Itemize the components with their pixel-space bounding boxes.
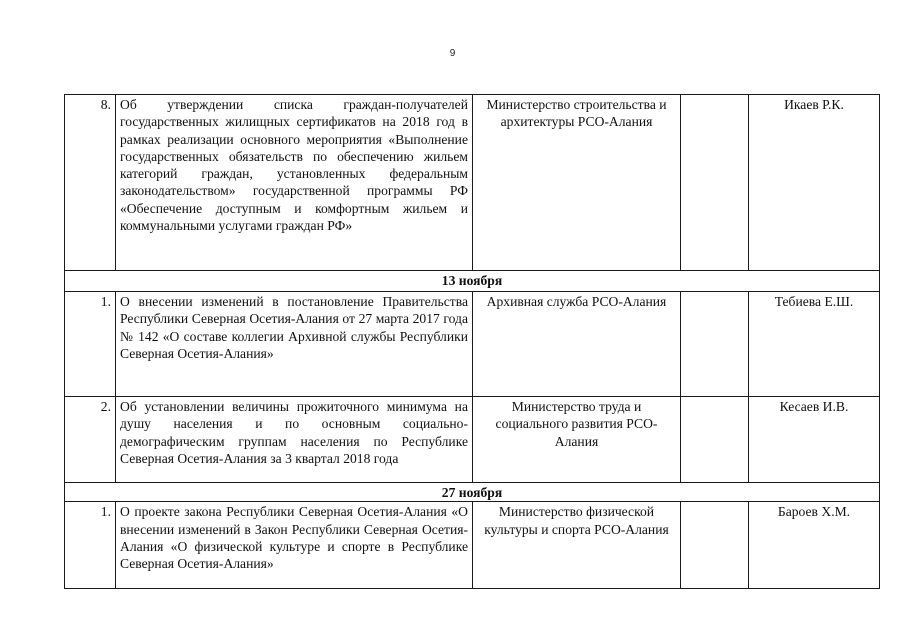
agenda-table — [64, 94, 880, 589]
date-header-row — [65, 271, 880, 292]
table-row — [65, 95, 880, 271]
date-header: 27 ноября — [65, 483, 880, 502]
row-organization: Министерство физической культуры и спорта РСО-Алания — [473, 502, 681, 589]
table-row — [65, 502, 880, 589]
row-organization: Министерство строительства и архитектуры РСО-Алания — [473, 95, 681, 271]
row-responsible-person: Кесаев И.В. — [749, 397, 880, 483]
row-responsible-person: Бароев Х.М. — [749, 502, 880, 589]
row-title: О проекте закона Республики Северная Осетия-Алания «О внесении изменений в Закон Республики Северная Осетия-Алания «О физической культуре и спорте в Республике Северная Осетия-Алания» — [116, 502, 473, 589]
row-number: 1. — [65, 292, 116, 397]
page-number: 9 — [449, 48, 456, 59]
row-empty-cell — [681, 292, 749, 397]
row-title: О внесении изменений в постановление Правительства Республики Северная Осетия-Алания от 27 марта 2017 года № 142 «О составе коллегии Архивной службы Республики Северная Осетия-Алания» — [116, 292, 473, 397]
row-number: 1. — [65, 502, 116, 589]
row-empty-cell — [681, 397, 749, 483]
row-title: Об установлении величины прожиточного минимума на душу населения и по основным социально-демографическим группам населения по Республике Северная Осетия-Алания за 3 квартал 2018 года — [116, 397, 473, 483]
row-title: Об утверждении списка граждан-получателей государственных жилищных сертификатов на 2018 год в рамках реализации основного мероприятия «Выполнение государственных обязательств по обеспечению жильем категорий граждан, установленных федеральным законодательством» государственной программы РФ «Обеспечение доступным и комфортным жильем и коммунальными услугами граждан РФ» — [116, 95, 473, 271]
date-header: 13 ноября — [65, 271, 880, 292]
row-responsible-person: Тебиева Е.Ш. — [749, 292, 880, 397]
row-number: 8. — [65, 95, 116, 271]
table-row — [65, 292, 880, 397]
table-row — [65, 397, 880, 483]
row-empty-cell — [681, 502, 749, 589]
row-organization: Архивная служба РСО-Алания — [473, 292, 681, 397]
row-empty-cell — [681, 95, 749, 271]
row-organization: Министерство труда и социального развития РСО-Алания — [473, 397, 681, 483]
date-header-row — [65, 483, 880, 502]
row-number: 2. — [65, 397, 116, 483]
row-responsible-person: Икаев Р.К. — [749, 95, 880, 271]
